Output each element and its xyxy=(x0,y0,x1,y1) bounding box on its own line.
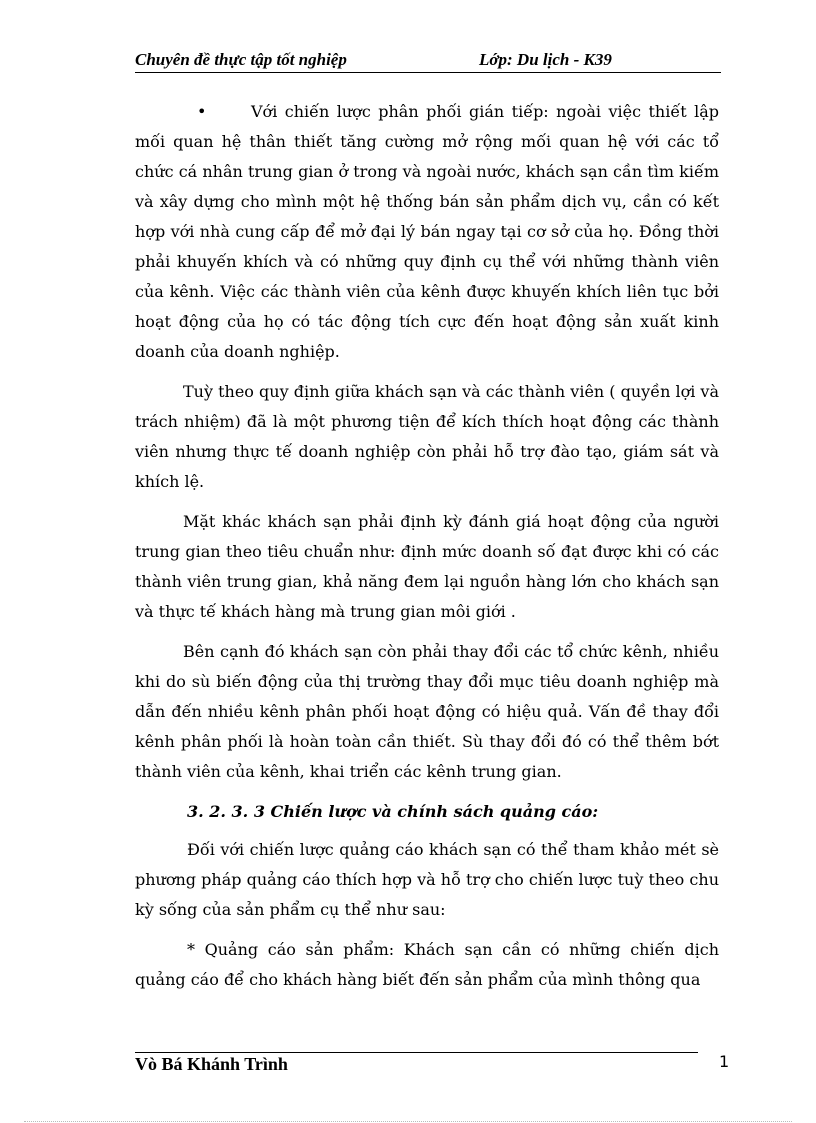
paragraph-distribution-support: Tuỳ theo quy định giữa khách sạn và các thành viên ( quyền lợi và trách nhiệm) đã là một phương tiện để kích thích hoạt động các thành viên nhưng thực tế doanh nghiệp còn phải hỗ trợ đào tạo, giám sát và khích lệ. xyxy=(135,382,719,491)
footer-author: Vò Bá Khánh Trình xyxy=(135,1054,288,1074)
paragraph-channel-changes: Bên cạnh đó khách sạn còn phải thay đổi các tổ chức kênh, nhiều khi do sù biến động của thị trường thay đổi mục tiêu doanh nghiệp mà dẫn đến nhiều kênh phân phối hoạt động có hiệu quả. Vấn đề thay đổi kênh phân phối là hoàn toàn cần thiết. Sù thay đổi đó có thể thêm bớt thành viên của kênh, khai triển các kênh trung gian. xyxy=(135,642,719,781)
footer-divider xyxy=(135,1052,698,1053)
bullet-paragraph-text: Với chiến lược phân phối gián tiếp: ngoài việc thiết lập mối quan hệ thân thiết tăng cường mở rộng mối quan hệ với các tổ chức cá nhân trung gian ở trong và ngoài nước, khách sạn cần tìm kiếm và xây dựng cho mình một hệ thống bán sản phẩm dịch vụ, cần có kết hợp với nhà cung cấp để mở đại lý bán ngay tại cơ sở của họ. Đồng thời phải khuyến khích và có những quy định cụ thể với những thành viên của kênh. Việc các thành viên của kênh được khuyến khích liên tục bởi hoạt động của họ có tác động tích cực đến hoạt động sản xuất kinh doanh của doanh nghiệp. xyxy=(135,102,719,361)
document-body xyxy=(135,97,719,995)
section-heading: 3. 2. 3. 3 Chiến lược và chính sách quảng cáo: xyxy=(187,802,599,821)
page-bottom-edge xyxy=(24,1121,792,1122)
page-number: 1 xyxy=(719,1052,730,1071)
page-header xyxy=(135,48,721,73)
bullet-paragraph xyxy=(135,97,719,367)
header-course-title: Chuyên đề thực tập tốt nghiệp xyxy=(135,50,347,69)
paragraph-advertising-strategy: Đối với chiến lược quảng cáo khách sạn có thể tham khảo mét sè phương pháp quảng cáo thích hợp và hỗ trợ cho chiến lược tuỳ theo chu kỳ sống của sản phẩm cụ thể như sau: xyxy=(135,840,719,919)
paragraph-product-advertising: * Quảng cáo sản phẩm: Khách sạn cần có những chiến dịch quảng cáo để cho khách hàng biết đến sản phẩm của mình thông qua xyxy=(135,940,719,989)
bullet-icon: • xyxy=(197,102,207,121)
header-class-name: Lớp: Du lịch - K39 xyxy=(479,50,612,69)
paragraph-intermediary-evaluation: Mặt khác khách sạn phải định kỳ đánh giá hoạt động của người trung gian theo tiêu chuẩn như: định mức doanh số đạt được khi có các thành viên trung gian, khả năng đem lại nguồn hàng lớn cho khách sạn và thực tế khách hàng mà trung gian môi giới . xyxy=(135,512,719,621)
